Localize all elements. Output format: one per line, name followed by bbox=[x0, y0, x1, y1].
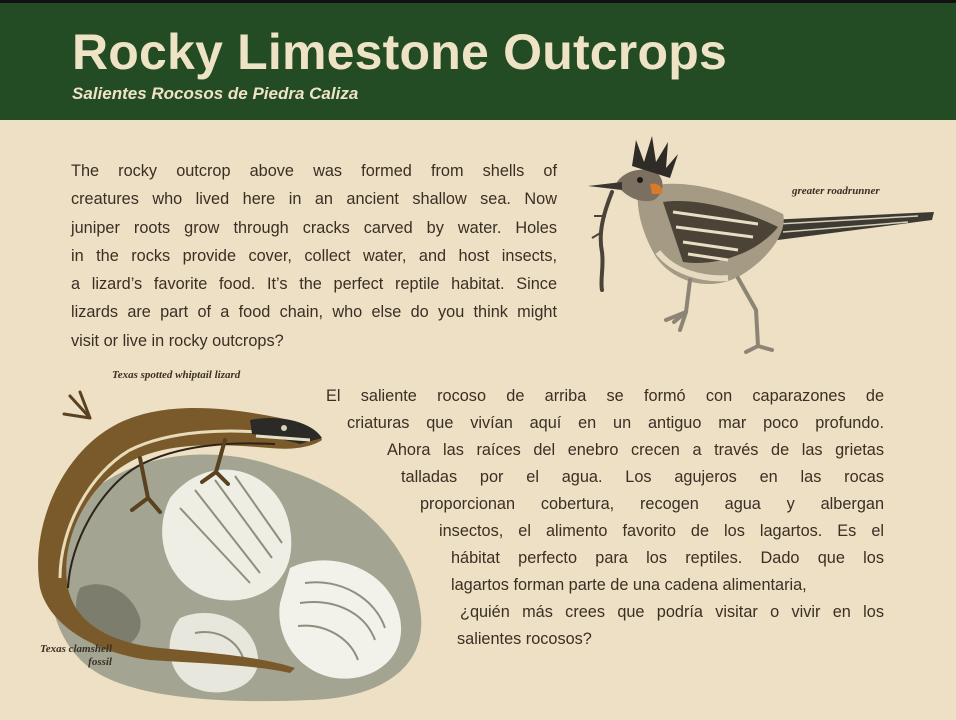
page-title: Rocky Limestone Outcrops bbox=[72, 24, 727, 80]
spanish-line: insectos, el alimento favorito de los lagartos. Es el bbox=[439, 522, 884, 540]
english-line: The rocky outcrop above was formed from shells of bbox=[71, 162, 557, 180]
spanish-line: salientes rocosos? bbox=[457, 630, 592, 648]
roadrunner-illustration bbox=[578, 132, 940, 358]
spanish-line: talladas por el agua. Los agujeros en las rocas bbox=[401, 468, 884, 486]
english-line: lizards are part of a food chain, who else do you think might bbox=[71, 303, 557, 322]
english-paragraph bbox=[71, 157, 557, 355]
spanish-line: El saliente rocoso de arriba se formó con caparazones de bbox=[326, 387, 884, 405]
spanish-line: hábitat perfecto para los reptiles. Dado que los bbox=[451, 549, 884, 567]
clamshell-caption-line2: fossil bbox=[88, 656, 112, 668]
english-line: in the rocks provide cover, collect water, and host insects, bbox=[71, 246, 557, 265]
spanish-line: criaturas que vivían aquí en un antiguo mar poco profundo. bbox=[347, 414, 884, 432]
english-line: visit or live in rocky outcrops? bbox=[71, 331, 284, 350]
spanish-line: ¿quién más crees que podría visitar o vivir en los bbox=[460, 603, 884, 621]
page-subtitle: Salientes Rocosos de Piedra Caliza bbox=[72, 84, 359, 103]
english-line: juniper roots grow through cracks carved by water. Holes bbox=[71, 218, 557, 237]
clamshell-caption-line1: Texas clamshell bbox=[39, 643, 112, 655]
spanish-paragraph bbox=[0, 383, 884, 653]
spanish-line: lagartos forman parte de una cadena alimentaria, bbox=[451, 576, 807, 594]
roadrunner-caption: greater roadrunner bbox=[792, 185, 880, 197]
lizard-caption: Texas spotted whiptail lizard bbox=[112, 369, 241, 381]
spanish-line: Ahora las raíces del enebro crecen a través de las grietas bbox=[387, 441, 884, 459]
spanish-line: proporcionan cobertura, recogen agua y albergan bbox=[420, 495, 884, 513]
title-banner bbox=[0, 3, 956, 120]
english-line: a lizard’s favorite food. It’s the perfect reptile habitat. Since bbox=[71, 275, 557, 294]
english-line: creatures who lived here in an ancient shallow sea. Now bbox=[71, 190, 557, 209]
